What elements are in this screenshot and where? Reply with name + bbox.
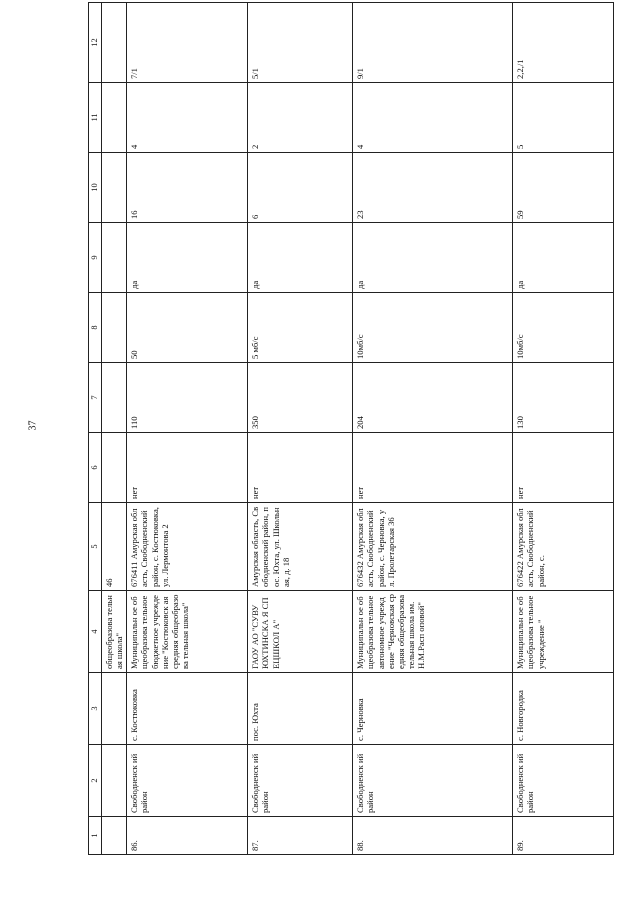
- table-cell: 204: [353, 363, 513, 433]
- table-cell: 5/1: [248, 3, 353, 83]
- table-cell: 6: [248, 153, 353, 223]
- table-cell: 5: [513, 83, 614, 153]
- table-cell: 9/1: [353, 3, 513, 83]
- table-cell: 130: [513, 363, 614, 433]
- table-cell: да: [248, 223, 353, 293]
- table-cell: 10мб/с: [513, 293, 614, 363]
- col-header-3: 3: [89, 673, 102, 745]
- table-cell: да: [353, 223, 513, 293]
- table-cell: нет: [127, 433, 248, 503]
- table-cell: 46: [102, 503, 127, 591]
- table-cell: [102, 223, 127, 293]
- table-cell: нет: [248, 433, 353, 503]
- table-cell: 88.: [353, 817, 513, 855]
- schools-table: [88, 2, 614, 855]
- col-header-4: 4: [89, 591, 102, 673]
- table-cell: [102, 817, 127, 855]
- col-header-9: 9: [89, 223, 102, 293]
- col-header-8: 8: [89, 293, 102, 363]
- table-cell: нет: [353, 433, 513, 503]
- table-cell: 23: [353, 153, 513, 223]
- table-cell: 676422 Амурская область, Свободненский район, с.: [513, 503, 614, 591]
- table-cell: 676411 Амурская область, Свободненский район, с. Костюковка, ул. Лермонтова 2: [127, 503, 248, 591]
- table-cell: да: [513, 223, 614, 293]
- table-cell: 59: [513, 153, 614, 223]
- table-row: [353, 3, 513, 855]
- table-cell: 676432 Амурская область, Свободненский район, с. Черновка, ул. Пролетарская 36: [353, 503, 513, 591]
- col-header-12: 12: [89, 3, 102, 83]
- table-cell: [102, 673, 127, 745]
- col-header-6: 6: [89, 433, 102, 503]
- col-header-10: 10: [89, 153, 102, 223]
- table-cell: Муниципальн ое общеобразова тельное бюджетное учреждение "Костюковск ая средняя общеобразова тельная школа": [127, 591, 248, 673]
- table-row: [248, 3, 353, 855]
- table-cell: Свободненск ий район: [353, 745, 513, 817]
- table-cell: 350: [248, 363, 353, 433]
- col-header-5: 5: [89, 503, 102, 591]
- table-cell: с. Костюковка: [127, 673, 248, 745]
- table-cell: 2: [248, 83, 353, 153]
- table-cell: 5 мб/с: [248, 293, 353, 363]
- table-cell: 50: [127, 293, 248, 363]
- table-cell: ГАОУ АО "СУВУ ЮХТИНСКА Я СПЕЦШКОЛ А": [248, 591, 353, 673]
- table-cell: Свободненск ий район: [513, 745, 614, 817]
- table-cell: 86.: [127, 817, 248, 855]
- table-cell: 4: [353, 83, 513, 153]
- table-cell: [102, 363, 127, 433]
- table-cell: Амурская область, Свободненский район, пос. Юхта, ул. Школьная, д. 18: [248, 503, 353, 591]
- table-cell: [102, 433, 127, 503]
- table-cell: [102, 3, 127, 83]
- table-cell: Свободненск ий район: [127, 745, 248, 817]
- col-header-2: 2: [89, 745, 102, 817]
- col-header-7: 7: [89, 363, 102, 433]
- document-page: [88, 23, 583, 855]
- table-cell: 16: [127, 153, 248, 223]
- table-cell: Муниципальн ое общеобразова тельное автономное учреждение "Черновская средняя общеобразова тельная школа им.Н.М.Расп оповой": [353, 591, 513, 673]
- table-cell: 4: [127, 83, 248, 153]
- table-cell: 10мб/с: [353, 293, 513, 363]
- table-cell: Муниципальн ое общеобразова тельное учреждение ": [513, 591, 614, 673]
- col-header-1: 1: [89, 817, 102, 855]
- header-row: [89, 3, 102, 855]
- table-cell: [102, 83, 127, 153]
- table-cell: с. Новгородка: [513, 673, 614, 745]
- table-cell: общеобразова тельная школа": [102, 591, 127, 673]
- table-cell: 7/1: [127, 3, 248, 83]
- table-cell: 110: [127, 363, 248, 433]
- rotated-table-wrapper: [88, 23, 583, 855]
- continuation-row: [102, 3, 127, 855]
- table-cell: 2,2,/1: [513, 3, 614, 83]
- table-cell: 87.: [248, 817, 353, 855]
- col-header-11: 11: [89, 83, 102, 153]
- table-cell: с. Черновка: [353, 673, 513, 745]
- page-number: 37: [27, 420, 39, 431]
- table-row: [513, 3, 614, 855]
- table-cell: да: [127, 223, 248, 293]
- table-row: [127, 3, 248, 855]
- table-cell: пос. Юхта: [248, 673, 353, 745]
- table-cell: 89.: [513, 817, 614, 855]
- table-cell: [102, 153, 127, 223]
- table-cell: [102, 745, 127, 817]
- table-cell: [102, 293, 127, 363]
- table-cell: Свободненск ий район: [248, 745, 353, 817]
- table-cell: нет: [513, 433, 614, 503]
